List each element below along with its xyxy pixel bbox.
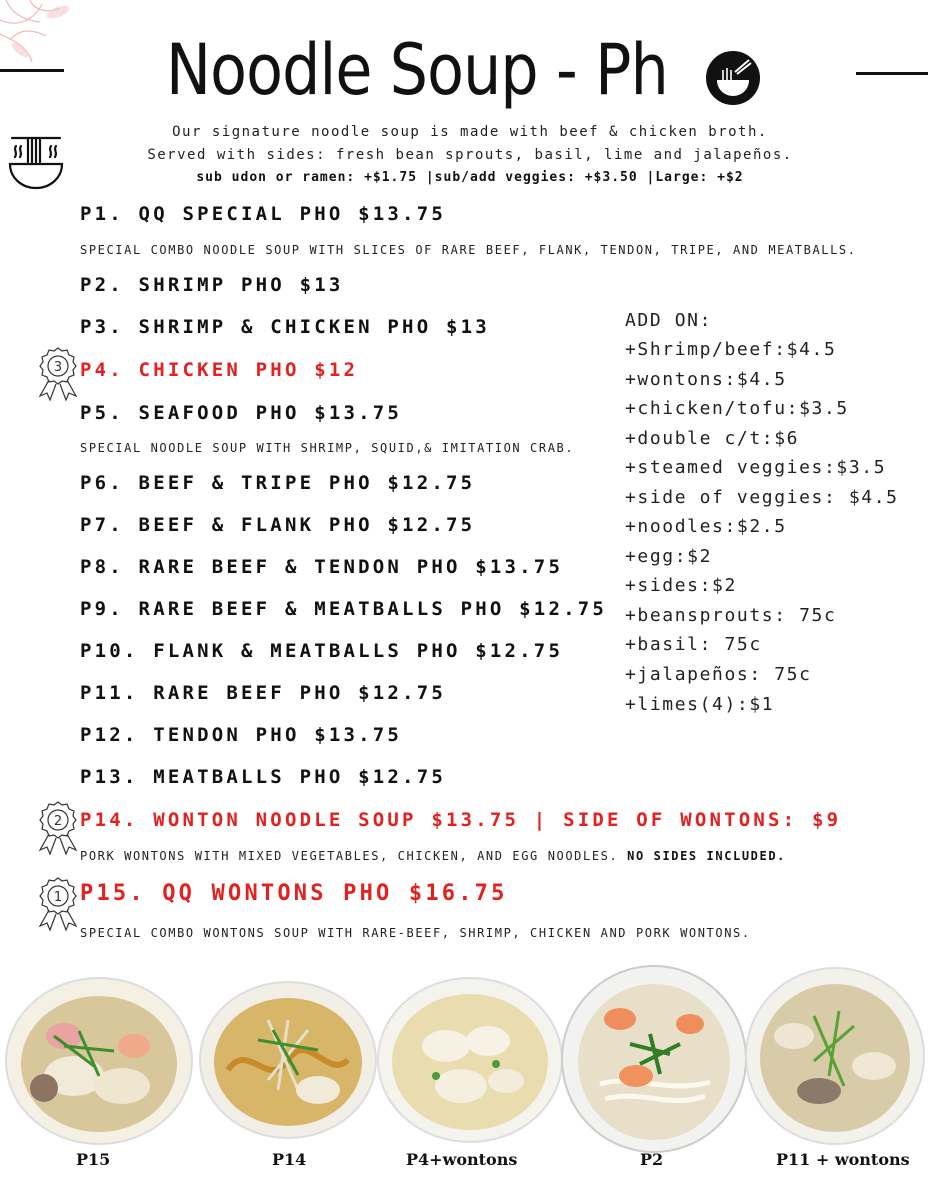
- addons-title: ADD ON:: [625, 310, 713, 331]
- addon-item: +noodles:$2.5: [625, 516, 787, 537]
- menu-item-p7: P7. BEEF & FLANK PHO $12.75: [80, 514, 476, 536]
- menu-item-p5-desc: SPECIAL NOODLE SOUP WITH SHRIMP, SQUID,& IMITATION CRAB.: [80, 441, 575, 455]
- menu-item-p12: P12. TENDON PHO $13.75: [80, 724, 403, 746]
- award-ribbon-icon: [36, 346, 80, 402]
- menu-item-p15-desc: SPECIAL COMBO WONTONS SOUP WITH RARE-BEEF, SHRIMP, CHICKEN AND PORK WONTONS.: [80, 926, 751, 940]
- photo-caption-p4-wontons: P4+wontons: [406, 1150, 518, 1169]
- bowl-logo-icon: [705, 50, 761, 106]
- addon-item: +Shrimp/beef:$4.5: [625, 339, 837, 360]
- menu-item-p14-desc: [80, 849, 786, 863]
- menu-item-p1-desc: SPECIAL COMBO NOODLE SOUP WITH SLICES OF RARE BEEF, FLANK, TENDON, TRIPE, AND MEATBALLS.: [80, 243, 857, 257]
- photo-p14: [198, 980, 378, 1140]
- menu-item-p5: P5. SEAFOOD PHO $13.75: [80, 402, 403, 424]
- photo-p4-wontons: [376, 976, 564, 1144]
- addon-item: +chicken/tofu:$3.5: [625, 398, 849, 419]
- award-ribbon-icon: [36, 876, 80, 932]
- addon-item: +jalapeños: 75c: [625, 664, 812, 685]
- photo-caption-p11-wontons: P11 + wontons: [776, 1150, 910, 1169]
- addon-item: +egg:$2: [625, 546, 713, 567]
- menu-item-p8: P8. RARE BEEF & TENDON PHO $13.75: [80, 556, 564, 578]
- ribbon-rank-p4: 3: [53, 360, 63, 375]
- award-ribbon-icon: [36, 800, 80, 856]
- page-title: Noodle Soup - Ph: [166, 29, 668, 111]
- addon-item: +sides:$2: [625, 575, 737, 596]
- addon-item: +double c/t:$6: [625, 428, 800, 449]
- menu-item-p10: P10. FLANK & MEATBALLS PHO $12.75: [80, 640, 564, 662]
- menu-item-p14-desc-note: NO SIDES INCLUDED.: [627, 849, 786, 863]
- photo-p11-wontons: [744, 966, 926, 1146]
- intro-line-1: Our signature noodle soup is made with beef & chicken broth.: [172, 124, 768, 140]
- ribbon-rank-p14: 2: [53, 814, 63, 829]
- header-rule-right: [856, 72, 928, 75]
- menu-item-p14-desc-text: PORK WONTONS WITH MIXED VEGETABLES, CHICKEN, AND EGG NOODLES.: [80, 849, 619, 863]
- addon-item: +beansprouts: 75c: [625, 605, 837, 626]
- addon-item: +limes(4):$1: [625, 694, 775, 715]
- header-rule-left: [0, 69, 64, 72]
- menu-item-p9: P9. RARE BEEF & MEATBALLS PHO $12.75: [80, 598, 608, 620]
- intro-line-2: Served with sides: fresh bean sprouts, basil, lime and jalapeños.: [147, 147, 793, 163]
- steaming-bowl-icon: [6, 132, 66, 192]
- menu-item-p1: P1. QQ SPECIAL PHO $13.75: [80, 203, 446, 225]
- menu-item-p14: P14. WONTON NOODLE SOUP $13.75 | SIDE OF WONTONS: $9: [80, 809, 842, 831]
- addon-item: +wontons:$4.5: [625, 369, 787, 390]
- menu-item-p4: P4. CHICKEN PHO $12: [80, 359, 359, 381]
- photo-p2: [560, 964, 748, 1154]
- photo-caption-p14: P14: [272, 1150, 307, 1169]
- photo-caption-p15: P15: [76, 1150, 111, 1169]
- photo-p15: [4, 976, 194, 1146]
- photo-caption-p2: P2: [640, 1150, 664, 1169]
- addon-item: +basil: 75c: [625, 634, 762, 655]
- menu-item-p13: P13. MEATBALLS PHO $12.75: [80, 766, 446, 788]
- flower-decoration-icon: [0, 0, 80, 64]
- menu-item-p6: P6. BEEF & TRIPE PHO $12.75: [80, 472, 476, 494]
- ribbon-rank-p15: 1: [53, 890, 63, 905]
- addon-item: +steamed veggies:$3.5: [625, 457, 887, 478]
- menu-item-p2: P2. SHRIMP PHO $13: [80, 274, 344, 296]
- menu-item-p3: P3. SHRIMP & CHICKEN PHO $13: [80, 316, 490, 338]
- addon-item: +side of veggies: $4.5: [625, 487, 899, 508]
- menu-item-p11: P11. RARE BEEF PHO $12.75: [80, 682, 446, 704]
- menu-item-p15: P15. QQ WONTONS PHO $16.75: [80, 881, 508, 906]
- intro-line-3: sub udon or ramen: +$1.75 |sub/add veggies: +$3.50 |Large: +$2: [196, 170, 744, 185]
